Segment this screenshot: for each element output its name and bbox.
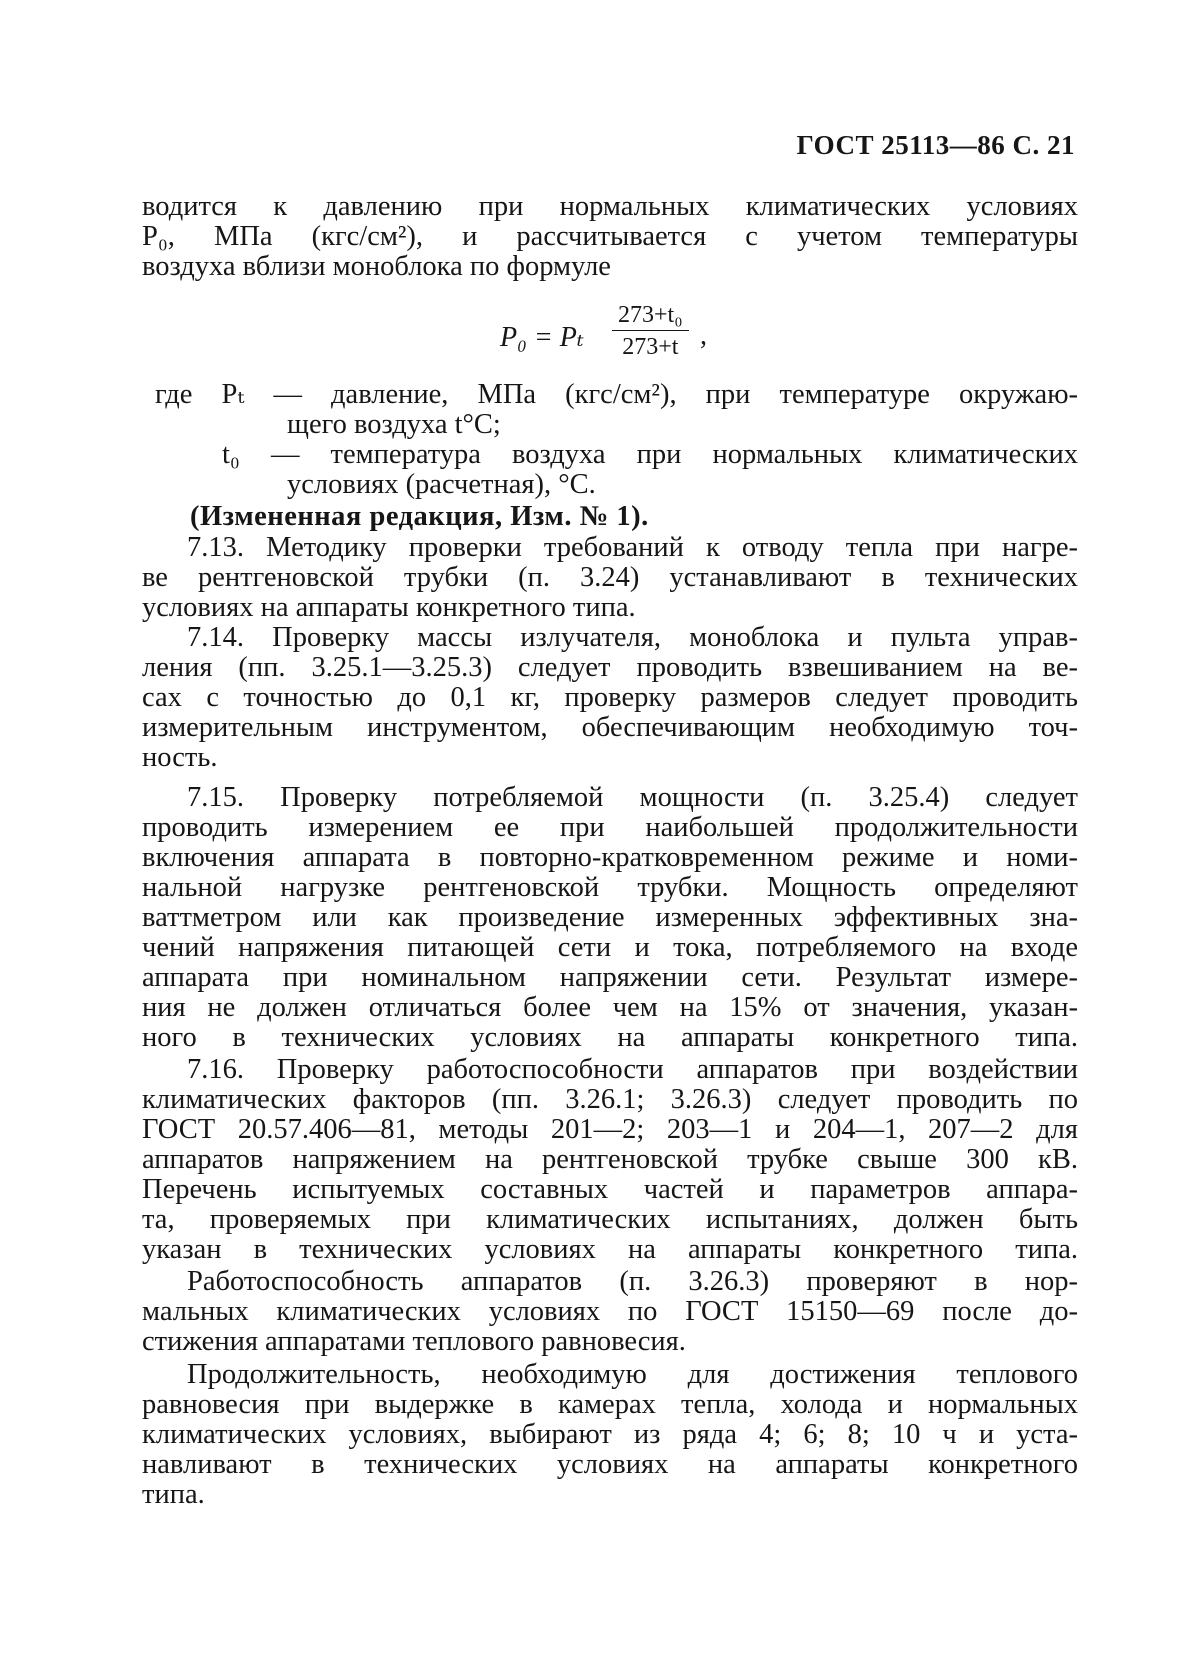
definition-line: t₀ — температура воздуха при нормальных климатических <box>222 439 1078 470</box>
text-line: проводить измерением ее при наибольшей продолжительности <box>142 812 1078 843</box>
text-line: ваттметром или как произведение измеренных эффективных зна- <box>142 902 1078 933</box>
text-line: ления (пп. 3.25.1—3.25.3) следует проводить взвешиванием на ве- <box>142 652 1078 683</box>
text-line: та, проверяемых при климатических испытаниях, должен быть <box>142 1204 1078 1235</box>
text-line: условиях на аппараты конкретного типа. <box>142 592 636 623</box>
text-line: ве рентгеновской трубки (п. 3.24) устанавливают в технических <box>142 562 1078 593</box>
text-line: указан в технических условиях на аппараты конкретного типа. <box>142 1234 1078 1265</box>
text-line: включения аппарата в повторно-кратковременном режиме и номи- <box>142 842 1078 873</box>
text-line: ность. <box>142 742 218 773</box>
formula-numerator: 273+t₀ <box>612 300 689 331</box>
text-line: аппарата при номинальном напряжении сети. Результат измере- <box>142 962 1078 993</box>
formula-comma: , <box>700 320 707 351</box>
text-line: ного в технических условиях на аппараты конкретного типа. <box>142 1022 1078 1053</box>
text-line: навливают в технических условиях на аппараты конкретного <box>142 1449 1078 1480</box>
text-line: водится к давлению при нормальных климатических условиях <box>142 191 1078 222</box>
text-line: сах с точностью до 0,1 кг, проверку размеров следует проводить <box>142 682 1078 713</box>
text-line: Работоспособность аппаратов (п. 3.26.3) проверяют в нор- <box>187 1266 1078 1297</box>
text-line: 7.15. Проверку потребляемой мощности (п. 3.25.4) следует <box>187 782 1078 813</box>
definition-line: условиях (расчетная), °С. <box>287 469 596 500</box>
text-line: 7.13. Методику проверки требований к отводу тепла при нагре- <box>187 532 1078 563</box>
definition-line: щего воздуха t°С; <box>287 409 501 440</box>
text-line: типа. <box>142 1479 205 1510</box>
text-line: нальной нагрузке рентгеновской трубки. Мощность определяют <box>142 872 1078 903</box>
text-line: Продолжительность, необходимую для достижения теплового <box>187 1359 1078 1390</box>
text-line: мальных климатических условиях по ГОСТ 15150—69 после до- <box>142 1296 1078 1327</box>
text-line: измерительным инструментом, обеспечивающим необходимую точ- <box>142 712 1078 743</box>
text-line: 7.14. Проверку массы излучателя, моноблока и пульта управ- <box>187 622 1078 653</box>
text-line: климатических условиях, выбирают из ряда 4; 6; 8; 10 ч и уста- <box>142 1419 1078 1450</box>
text-line: стижения аппаратами теплового равновесия. <box>142 1326 686 1357</box>
text-line: ния не должен отличаться более чем на 15% от значения, указан- <box>142 992 1078 1023</box>
text-line: чений напряжения питающей сети и тока, потребляемого на входе <box>142 932 1078 963</box>
text-line: климатических факторов (пп. 3.26.1; 3.26.3) следует проводить по <box>142 1084 1078 1115</box>
formula-lhs: P₀ = Pₜ <box>500 322 584 353</box>
definition-line: где Pₜ — давление, МПа (кгс/см²), при температуре окружаю- <box>155 379 1078 410</box>
text-line: ГОСТ 20.57.406—81, методы 201—2; 203—1 и 204—1, 207—2 для <box>142 1114 1078 1145</box>
page-header: ГОСТ 25113—86 С. 21 <box>796 130 1075 160</box>
formula-fraction <box>612 300 689 363</box>
text-line: 7.16. Проверку работоспособности аппаратов при воздействии <box>187 1054 1078 1085</box>
text-line: P₀, МПа (кгс/см²), и рассчитывается с учетом температуры <box>142 221 1078 252</box>
formula-denominator: 273+t <box>622 334 679 360</box>
edit-note: (Измененная редакция, Изм. № 1). <box>190 501 649 532</box>
text-line: равновесия при выдержке в камерах тепла, холода и нормальных <box>142 1389 1078 1420</box>
text-line: Перечень испытуемых составных частей и параметров аппара- <box>142 1174 1078 1205</box>
text-line: воздуха вблизи моноблока по формуле <box>142 251 611 282</box>
text-line: аппаратов напряжением на рентгеновской трубке свыше 300 кВ. <box>142 1144 1078 1175</box>
